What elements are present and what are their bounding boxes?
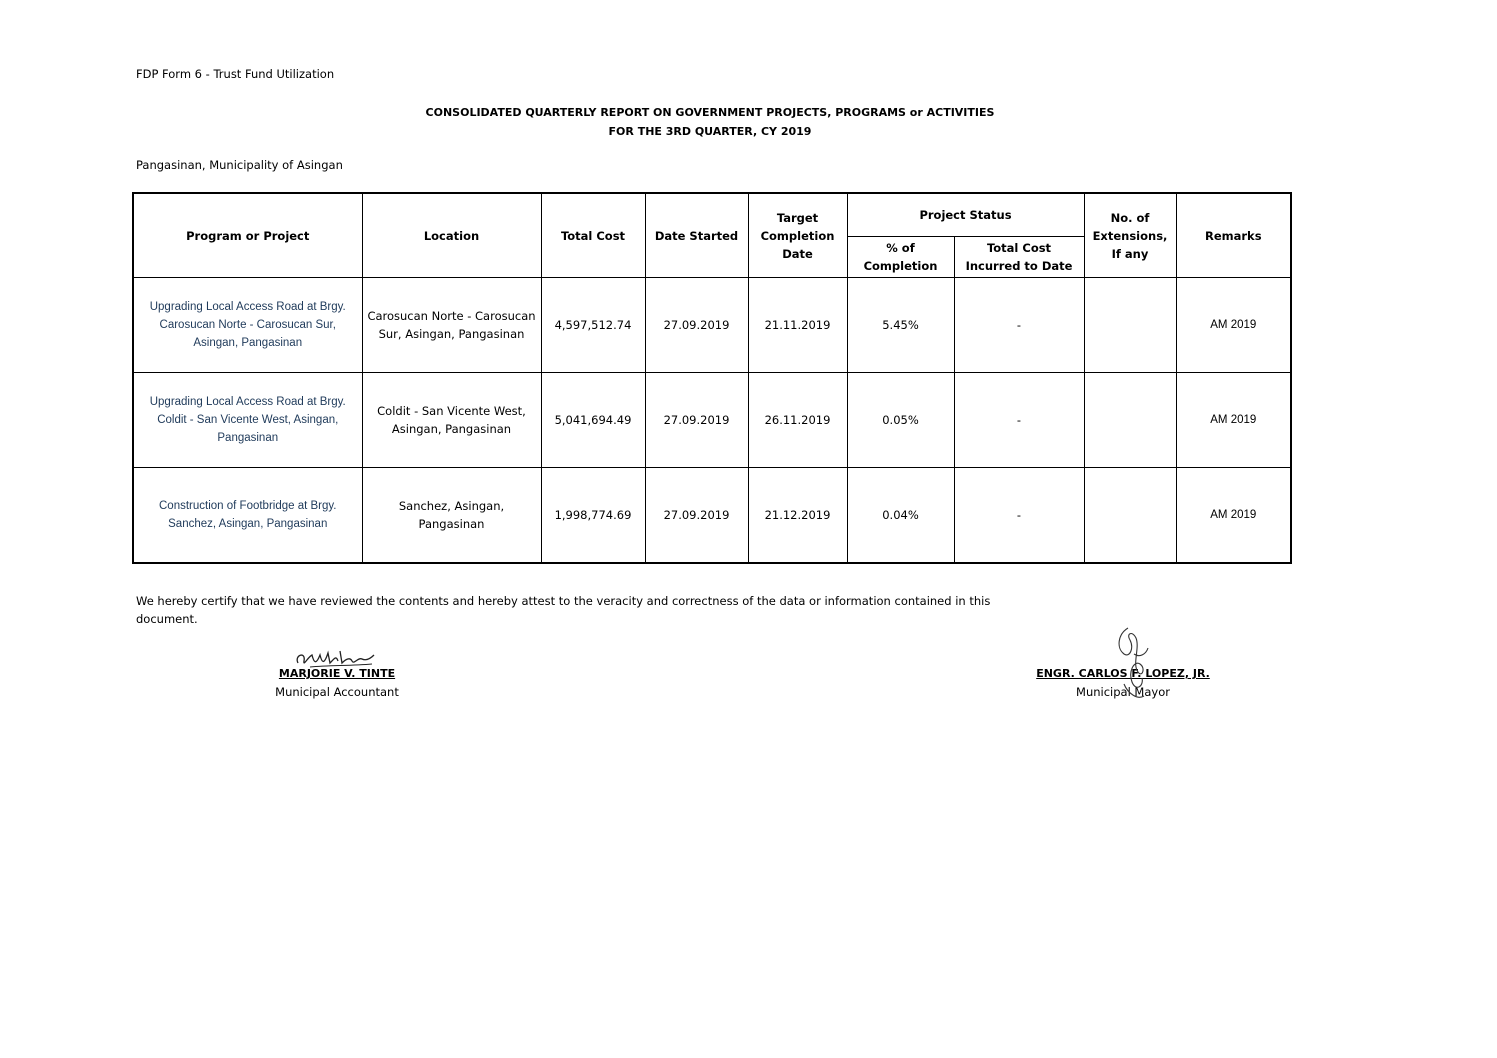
header-remarks: Remarks — [1176, 193, 1291, 278]
cell-target-completion: 21.12.2019 — [748, 468, 847, 564]
report-title-line2: FOR THE 3RD QUARTER, CY 2019 — [608, 125, 812, 138]
cell-pct-completion: 0.04% — [847, 468, 954, 564]
cell-remarks: AM 2019 — [1176, 278, 1291, 373]
cell-date-started: 27.09.2019 — [645, 468, 748, 564]
signatory-right-title: Municipal Mayor — [1076, 685, 1170, 699]
signature-left-image — [290, 645, 380, 675]
certification-text: We hereby certify that we have reviewed the contents and hereby attest to the veracity and correctness of the data or information contained in this document. — [136, 594, 991, 626]
header-date-started: Date Started — [645, 193, 748, 278]
cell-cost-incurred: - — [954, 278, 1084, 373]
cell-date-started: 27.09.2019 — [645, 278, 748, 373]
cell-target-completion: 26.11.2019 — [748, 373, 847, 468]
table-header-row — [133, 193, 1291, 237]
header-program: Program or Project — [133, 193, 362, 278]
form-label: FDP Form 6 - Trust Fund Utilization — [136, 67, 335, 81]
header-target-completion: Target Completion Date — [748, 193, 847, 278]
cell-program: Construction of Footbridge at Brgy. Sanchez, Asingan, Pangasinan — [133, 468, 362, 564]
header-extensions: No. of Extensions, If any — [1084, 193, 1176, 278]
cell-location: Sanchez, Asingan, Pangasinan — [362, 468, 541, 564]
cell-extensions — [1084, 468, 1176, 564]
report-title-line1: CONSOLIDATED QUARTERLY REPORT ON GOVERNMENT PROJECTS, PROGRAMS or ACTIVITIES — [425, 106, 995, 119]
table-row — [133, 278, 1291, 373]
header-total-cost: Total Cost — [541, 193, 645, 278]
report-title — [300, 103, 1120, 141]
signatory-left-name: MARJORIE V. TINTE — [278, 667, 396, 680]
header-pct-completion: % of Completion — [847, 237, 954, 278]
projects-table — [132, 192, 1292, 564]
cell-program: Upgrading Local Access Road at Brgy. Coldit - San Vicente West, Asingan, Pangasinan — [133, 373, 362, 468]
cell-extensions — [1084, 373, 1176, 468]
cell-pct-completion: 5.45% — [847, 278, 954, 373]
cell-total-cost: 4,597,512.74 — [541, 278, 645, 373]
cell-target-completion: 21.11.2019 — [748, 278, 847, 373]
header-project-status: Project Status — [847, 193, 1084, 237]
signature-right-image — [1110, 624, 1155, 704]
province-label: Pangasinan, Municipality of Asingan — [136, 158, 343, 172]
cell-remarks: AM 2019 — [1176, 468, 1291, 564]
cell-extensions — [1084, 278, 1176, 373]
cell-pct-completion: 0.05% — [847, 373, 954, 468]
cell-total-cost: 5,041,694.49 — [541, 373, 645, 468]
table-row — [133, 468, 1291, 564]
signatory-right-name: ENGR. CARLOS F. LOPEZ, JR. — [1036, 667, 1210, 680]
header-location: Location — [362, 193, 541, 278]
table-row — [133, 373, 1291, 468]
signatory-left-title: Municipal Accountant — [275, 685, 399, 699]
cell-cost-incurred: - — [954, 373, 1084, 468]
cell-remarks: AM 2019 — [1176, 373, 1291, 468]
cell-location: Coldit - San Vicente West, Asingan, Pangasinan — [362, 373, 541, 468]
cell-total-cost: 1,998,774.69 — [541, 468, 645, 564]
header-cost-incurred: Total Cost Incurred to Date — [954, 237, 1084, 278]
cell-cost-incurred: - — [954, 468, 1084, 564]
cell-program: Upgrading Local Access Road at Brgy. Carosucan Norte - Carosucan Sur, Asingan, Pangasinan — [133, 278, 362, 373]
cell-date-started: 27.09.2019 — [645, 373, 748, 468]
cell-location: Carosucan Norte - Carosucan Sur, Asingan, Pangasinan — [362, 278, 541, 373]
